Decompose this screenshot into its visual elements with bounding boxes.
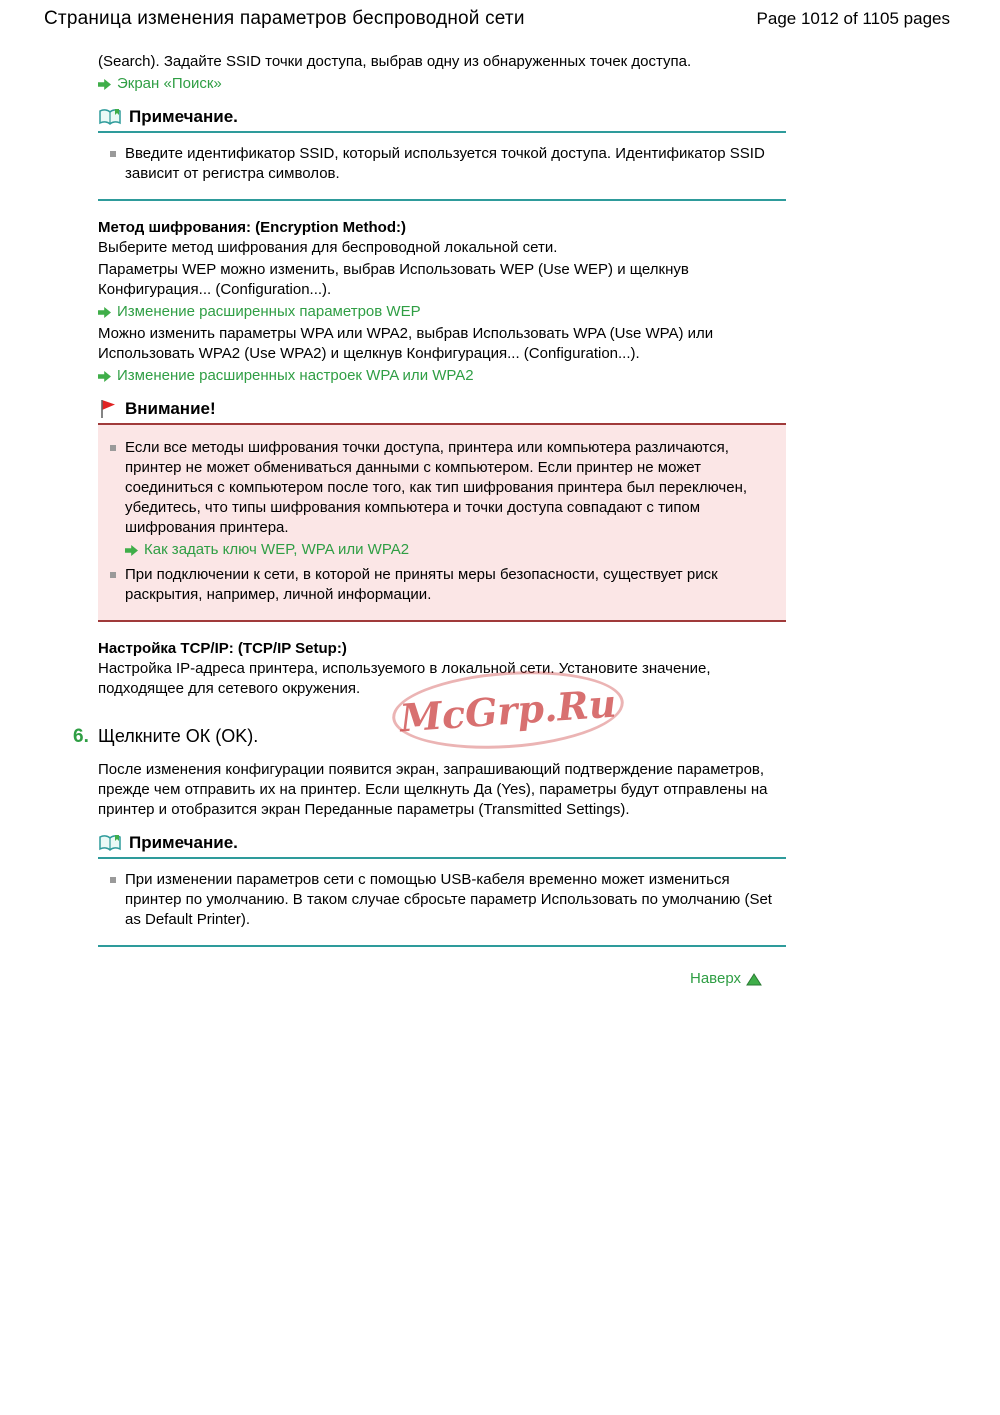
list-item [110,144,780,184]
arrow-right-icon [125,545,138,556]
bullet-square-icon [110,445,116,451]
book-icon [98,108,122,126]
paragraph: Параметры WEP можно изменить, выбрав Использовать WEP (Use WEP) и щелкнув Конфигурация... (Configuration...). [98,261,689,298]
triangle-up-icon [746,973,762,986]
paragraph: Выберите метод шифрования для беспроводной локальной сети. [98,239,558,256]
note-body [98,133,786,201]
note-callout-1 [98,107,786,201]
wep-key-link-row [125,540,776,560]
document-body [73,52,786,989]
arrow-right-icon [98,307,111,318]
book-icon [98,834,122,852]
arrow-right-icon [98,79,111,90]
flag-icon [98,399,118,419]
wpa-settings-link[interactable]: Изменение расширенных настроек WPA или WPA2 [117,367,474,384]
bullet-square-icon [110,877,116,883]
step-number: 6. [73,726,89,747]
step-paragraph: После изменения конфигурации появится экран, запрашивающий подтверждение параметров, прежде чем отправить их на принтер. Если щелкнуть Да (Yes), параметры будут отправлены на принтер и отобразится экран Переданные параметры (Transmitted Settings). [98,761,768,818]
warning-callout [98,399,786,622]
warning-title: Внимание! [125,399,216,418]
watermark-text: McGrp.Ru [398,679,618,741]
paragraph: Можно изменить параметры WPA или WPA2, выбрав Использовать WPA (Use WPA) или Использовать WPA2 (Use WPA2) и щелкнув Конфигурация... (Configuration...). [98,325,714,362]
list-item [110,438,776,562]
note-header [98,833,786,859]
arrow-right-icon [98,371,111,382]
step-title: Щелкните ОК (OK). [98,726,259,746]
note-item-text: При изменении параметров сети с помощью USB-кабеля временно может измениться принтер по умолчанию. В таком случае сбросьте параметр Использовать по умолчанию (Set as Default Printer). [125,871,772,928]
list-item [110,565,776,605]
note-callout-2 [98,833,786,947]
warning-body [98,425,786,622]
wep-settings-link-row [98,302,786,322]
warning-item-text: При подключении к сети, в которой не приняты меры безопасности, существует риск раскрытия, например, личной информации. [125,566,718,603]
note-body [98,859,786,947]
wep-key-link[interactable]: Как задать ключ WEP, WPA или WPA2 [144,541,410,558]
bullet-square-icon [110,572,116,578]
list-item [110,870,780,930]
note-header [98,107,786,133]
note-title: Примечание. [129,833,238,852]
page-number: Page 1012 of 1105 pages [756,9,950,28]
note-item-text: Введите идентификатор SSID, который используется точкой доступа. Идентификатор SSID зависит от регистра символов. [125,145,765,182]
warning-header [98,399,786,425]
paragraph: Настройка IP-адреса принтера, используемого в локальной сети. Установите значение, подходящее для сетевого окружения. [98,660,711,697]
step-6 [73,726,786,747]
wep-settings-link[interactable]: Изменение расширенных параметров WEP [117,303,421,320]
page-title: Страница изменения параметров беспроводной сети [44,8,525,29]
back-to-top-label: Наверх [690,970,741,987]
intro-paragraph: (Search). Задайте SSID точки доступа, выбрав одну из обнаруженных точек доступа. [98,53,692,70]
tcpip-heading: Настройка TCP/IP: (TCP/IP Setup:) [98,640,347,657]
search-screen-link-row [98,74,786,94]
bullet-square-icon [110,151,116,157]
wpa-settings-link-row [98,366,786,386]
warning-item-text: Если все методы шифрования точки доступа, принтера или компьютера различаются, принтер не может обмениваться данными с компьютером. Если принтер не может соединиться с компьютером после того, как тип шифрования принтера был переключен, убедитесь, что типы шифрования компьютера и точки доступа совпадают с типом шифрования принтера. [125,439,748,536]
warning-item [125,438,776,562]
page-header [0,0,1000,30]
search-screen-link[interactable]: Экран «Поиск» [117,75,222,92]
note-title: Примечание. [129,107,238,126]
encryption-method-heading: Метод шифрования: (Encryption Method:) [98,219,406,236]
back-to-top-link[interactable] [690,969,762,989]
back-to-top-row [98,969,786,989]
